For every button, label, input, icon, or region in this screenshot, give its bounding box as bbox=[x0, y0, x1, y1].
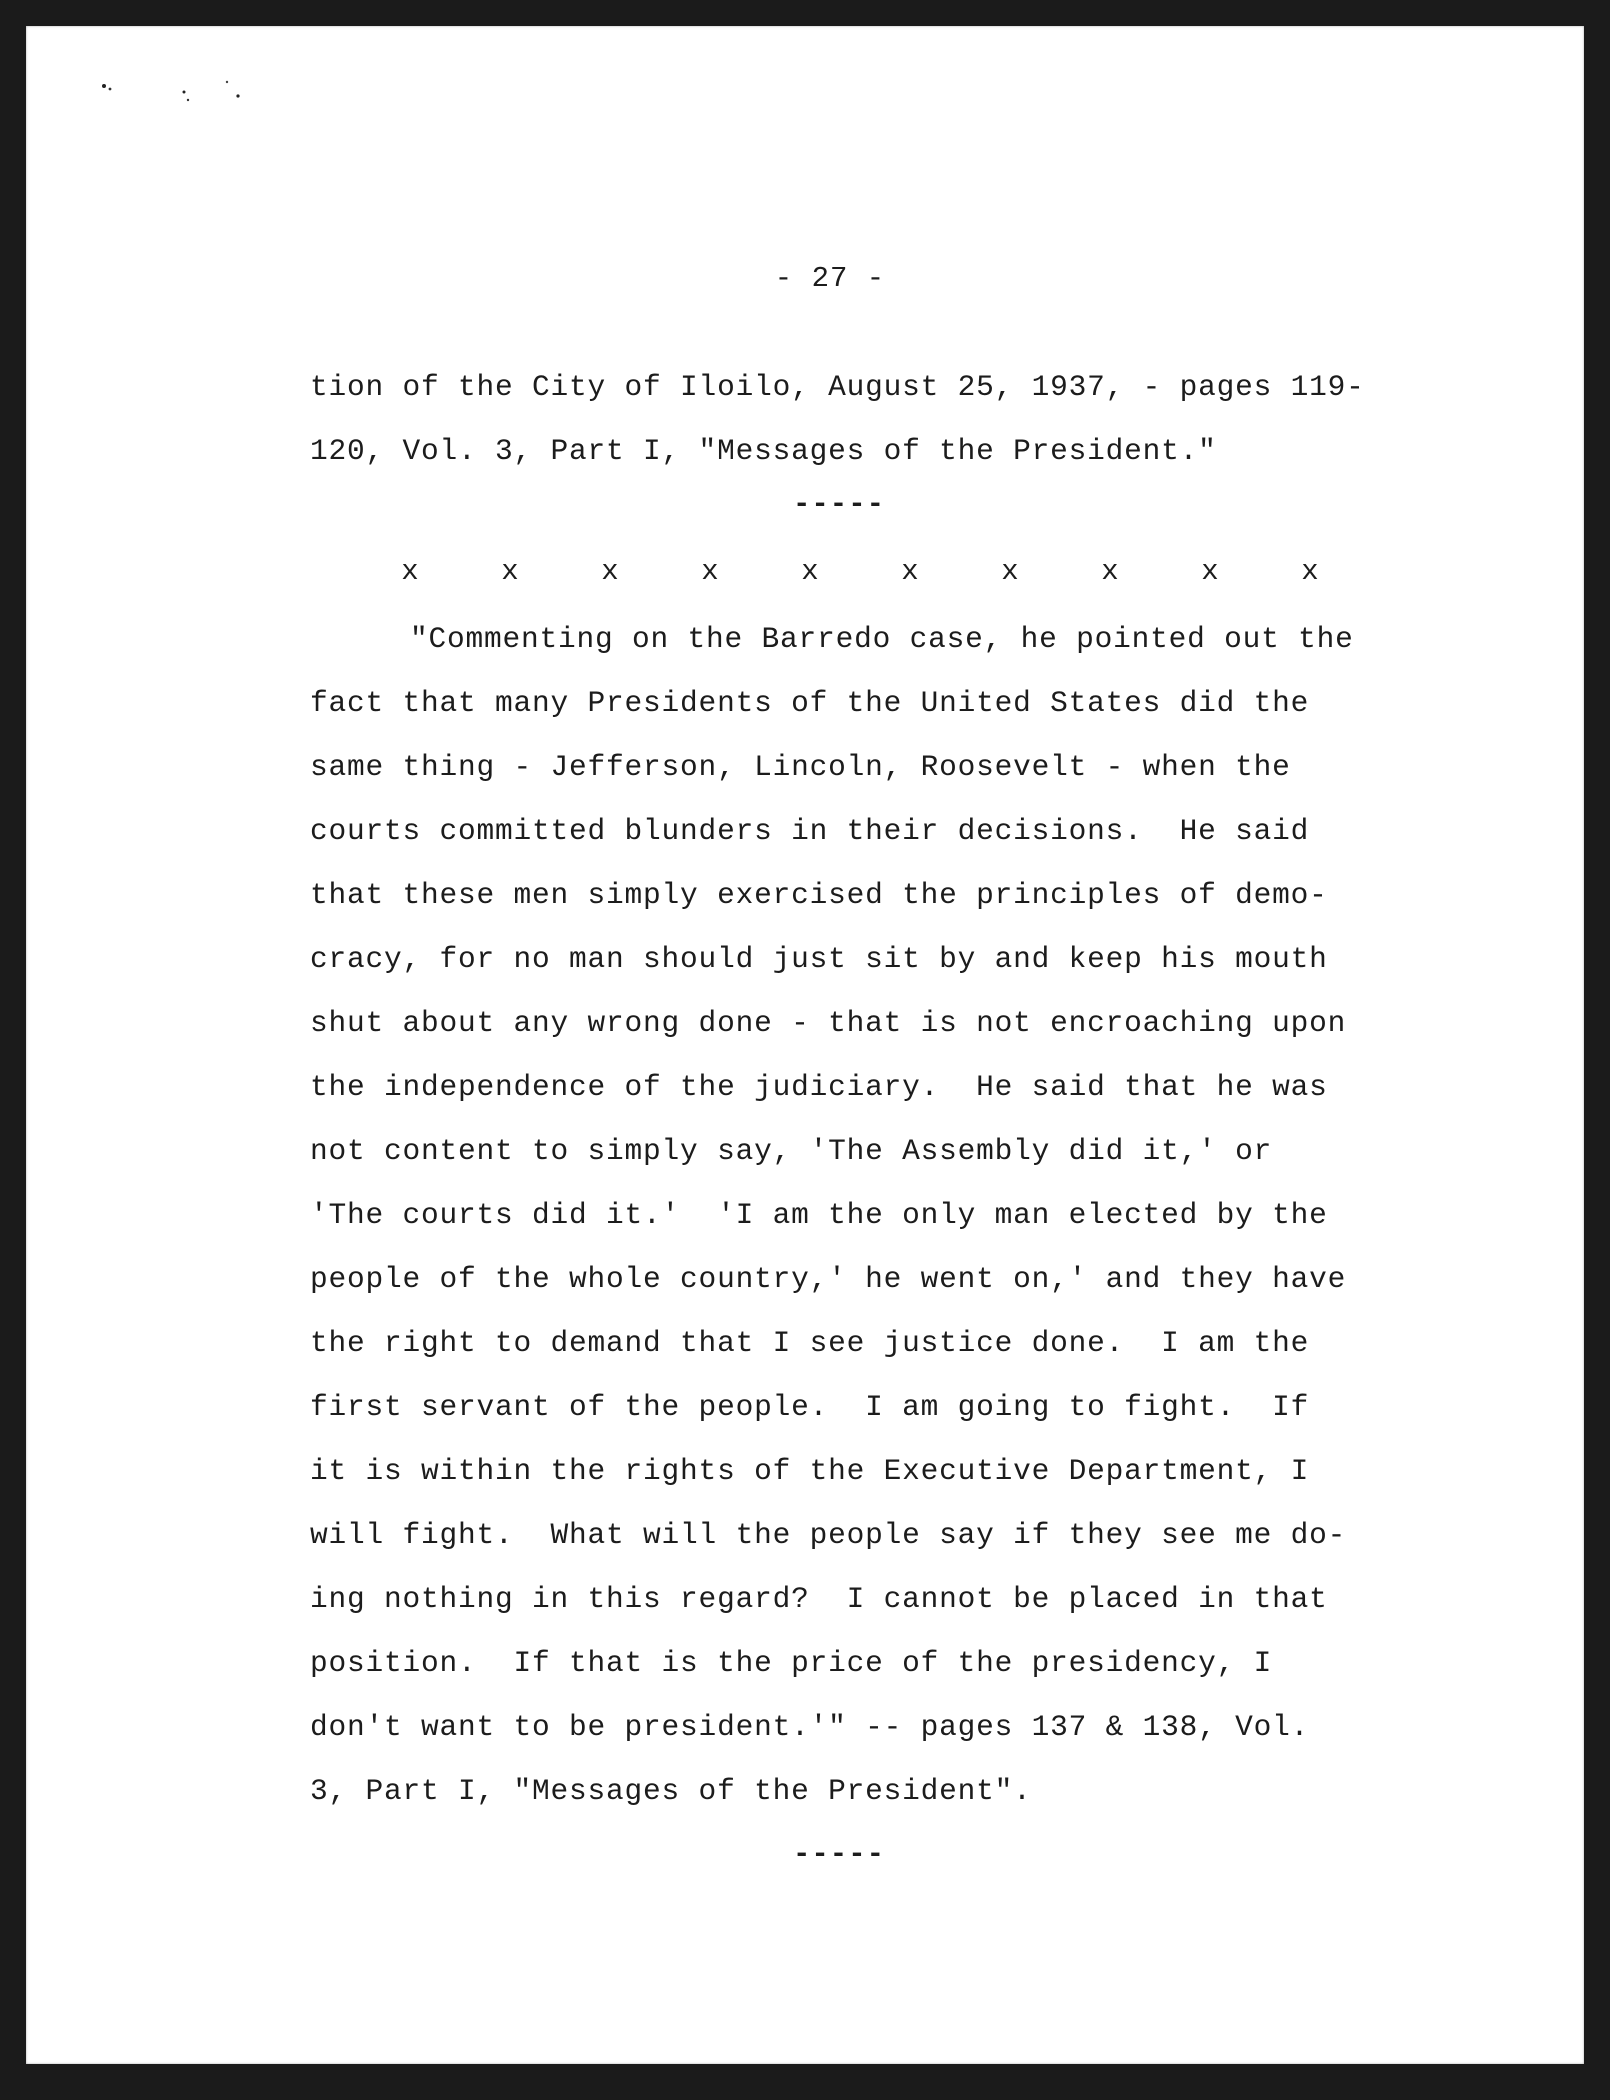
omission-mark: x bbox=[701, 555, 719, 588]
intro-line: tion of the City of Iloilo, August 25, 1937, - pages 119- bbox=[310, 370, 1365, 404]
section-divider-top: ----- bbox=[793, 488, 886, 521]
body-text bbox=[310, 355, 1420, 483]
omission-mark: x bbox=[401, 555, 419, 588]
quoted-passage bbox=[310, 607, 1420, 1823]
omission-mark: x bbox=[1201, 555, 1219, 588]
scan-specks bbox=[96, 78, 296, 118]
quote-line: will fight. What will the people say if they see me do- bbox=[310, 1518, 1347, 1552]
omission-mark: x bbox=[1001, 555, 1019, 588]
quote-line: position. If that is the price of the presidency, I bbox=[310, 1646, 1273, 1680]
omission-mark: x bbox=[1301, 555, 1319, 588]
quote-line: shut about any wrong done - that is not encroaching upon bbox=[310, 1006, 1347, 1040]
quote-line: 'The courts did it.' 'I am the only man elected by the bbox=[310, 1198, 1328, 1232]
quote-line: people of the whole country,' he went on,' and they have bbox=[310, 1262, 1347, 1296]
omission-mark: x bbox=[501, 555, 519, 588]
omission-mark: x bbox=[801, 555, 819, 588]
quote-line: don't want to be president.'" -- pages 137 & 138, Vol. bbox=[310, 1710, 1310, 1744]
quote-line: cracy, for no man should just sit by and keep his mouth bbox=[310, 942, 1328, 976]
omission-mark: x bbox=[601, 555, 619, 588]
omission-marks bbox=[400, 555, 1320, 588]
quote-line: not content to simply say, 'The Assembly did it,' or bbox=[310, 1134, 1273, 1168]
quote-line: "Commenting on the Barredo case, he pointed out the bbox=[410, 622, 1354, 656]
quote-line: that these men simply exercised the principles of demo- bbox=[310, 878, 1328, 912]
quote-line: it is within the rights of the Executive Department, I bbox=[310, 1454, 1310, 1488]
page-number: - 27 - bbox=[774, 262, 886, 295]
section-divider-bottom: ----- bbox=[793, 1838, 886, 1871]
quote-line: courts committed blunders in their decisions. He said bbox=[310, 814, 1310, 848]
quote-line: the right to demand that I see justice done. I am the bbox=[310, 1326, 1310, 1360]
quote-line: the independence of the judiciary. He said that he was bbox=[310, 1070, 1328, 1104]
quote-line: same thing - Jefferson, Lincoln, Roosevelt - when the bbox=[310, 750, 1291, 784]
intro-line: 120, Vol. 3, Part I, "Messages of the President." bbox=[310, 434, 1217, 468]
omission-mark: x bbox=[1101, 555, 1119, 588]
quote-line: 3, Part I, "Messages of the President". bbox=[310, 1774, 1032, 1808]
quote-line: ing nothing in this regard? I cannot be placed in that bbox=[310, 1582, 1328, 1616]
omission-mark: x bbox=[901, 555, 919, 588]
quote-line: first servant of the people. I am going to fight. If bbox=[310, 1390, 1310, 1424]
quote-line: fact that many Presidents of the United States did the bbox=[310, 686, 1310, 720]
